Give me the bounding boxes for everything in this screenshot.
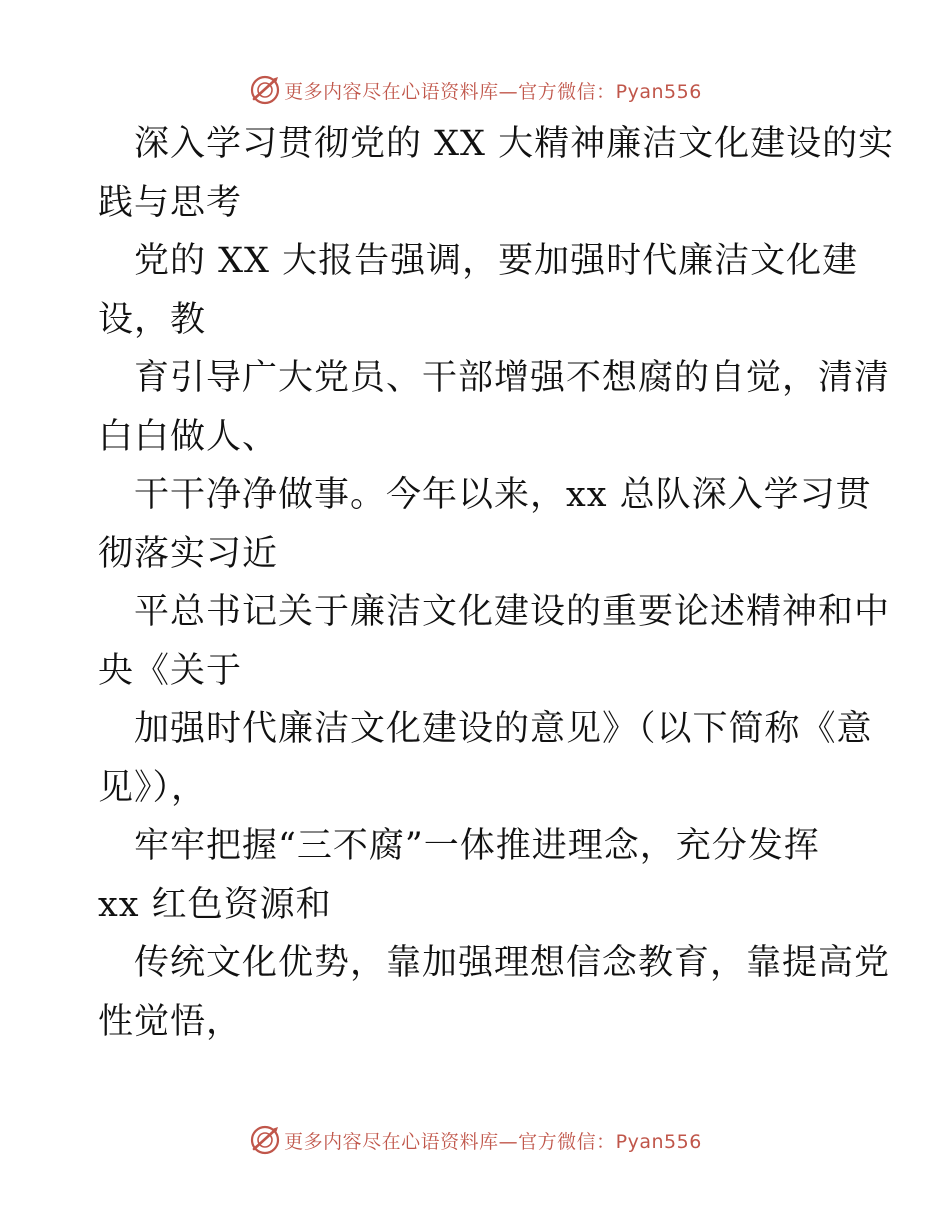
text-line: 加强时代廉洁文化建设的意见》（以下简称《意 (134, 709, 873, 749)
document-body (98, 115, 895, 1051)
text-line: 白白做人、 (98, 416, 279, 457)
seal-logo-icon (248, 1123, 282, 1157)
text-line: 牢牢把握“三不腐”一体推进理念，充分发挥 (134, 826, 820, 866)
text-line: 央《关于 (98, 650, 243, 691)
text-line: 传统文化优势，靠加强理想信念教育，靠提高党 (134, 943, 891, 983)
text-line: 设，教 (98, 299, 207, 340)
text-line: 见》）， (98, 767, 208, 808)
text-line: 深入学习贯彻党的 XX 大精神廉洁文化建设的实 (134, 124, 895, 164)
text-line: 彻落实习近 (98, 533, 279, 574)
footer-banner (0, 1120, 950, 1160)
text-line: 育引导广大党员、干部增强不想腐的自觉，清清 (134, 358, 891, 398)
footer-banner-text: 更多内容尽在心语资料库—官方微信：Pyan556 (284, 1130, 702, 1153)
text-line: 践与思考 (98, 182, 243, 223)
text-line: 干干净净做事。今年以来，xx 总队深入学习贯 (134, 475, 872, 515)
header-banner-text: 更多内容尽在心语资料库—官方微信：Pyan556 (284, 80, 702, 103)
text-line: 平总书记关于廉洁文化建设的重要论述精神和中 (134, 592, 891, 632)
text-line: 性觉悟， (98, 1001, 243, 1042)
text-line: 党的 XX 大报告强调，要加强时代廉洁文化建 (134, 241, 859, 281)
header-banner (0, 70, 950, 110)
seal-logo-icon (248, 73, 282, 107)
text-line: xx 红色资源和 (98, 884, 332, 925)
